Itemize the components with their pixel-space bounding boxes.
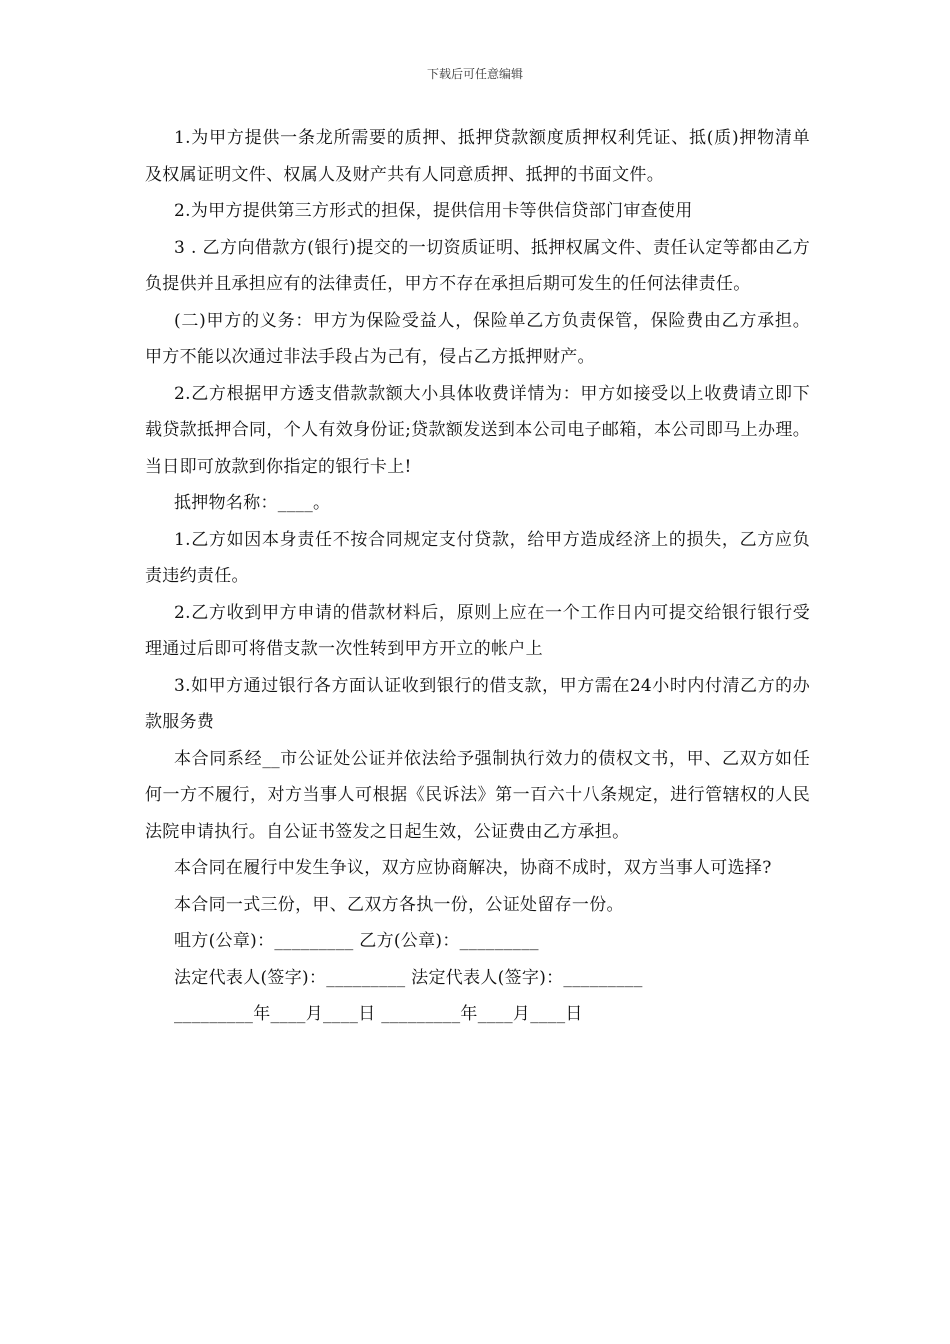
clause-service-fee: 3.如甲方通过银行各方面认证收到银行的借支款，甲方需在24小时内付清乙方的办款服务费 (145, 675, 810, 732)
collateral-name-line: 抵押物名称：____。 (174, 493, 331, 513)
clause-provide-pledge-documents: 1.为甲方提供一条龙所需要的质押、抵押贷款额度质押权利凭证、抵(质)押物清单及权属证明文件、权属人及财产共有人同意质押、抵押的书面文件。 (145, 128, 810, 185)
clause-notarization: 本合同系经__市公证处公证并依法给予强制执行效力的债权文书，甲、乙双方如任何一方不履行，对方当事人可根据《民诉法》第一百六十八条规定，进行管辖权的人民法院申请执行。自公证书签发之日起生效，公证费由乙方承担。 (145, 748, 810, 842)
clause-submit-to-bank: 2.乙方收到甲方申请的借款材料后，原则上应在一个工作日内可提交给银行银行受理通过后即可将借支款一次性转到甲方开立的帐户上 (145, 602, 810, 659)
contract-body (145, 120, 810, 1033)
signature-representative-line: 法定代表人(签字)：_________ 法定代表人(签字)：_________ (174, 967, 643, 988)
clause-party-a-obligations: (二)甲方的义务：甲方为保险受益人，保险单乙方负责保管，保险费由乙方承担。甲方不能以次通过非法手段占为己有，侵占乙方抵押财产。 (145, 310, 810, 367)
signature-date-line: _________年____月____日 _________年____月____日 (174, 1004, 583, 1024)
clause-fee-details: 2.乙方根据甲方透支借款款额大小具体收费详情为：甲方如接受以上收费请立即下载贷款抵押合同，个人有效身份证;贷款额发送到本公司电子邮箱，本公司即马上办理。当日即可放款到你指定的银行卡上! (145, 383, 810, 477)
clause-dispute-resolution: 本合同在履行中发生争议，双方应协商解决，协商不成时，双方当事人可选择? (174, 858, 772, 878)
clause-party-b-liability: 3 . 乙方向借款方(银行)提交的一切资质证明、抵押权属文件、责任认定等都由乙方负提供并且承担应有的法律责任，甲方不存在承担后期可发生的任何法律责任。 (145, 237, 810, 294)
signature-seal-line: 咀方(公章)：_________ 乙方(公章)：_________ (174, 931, 539, 951)
clause-third-party-guarantee: 2.为甲方提供第三方形式的担保，提供信用卡等供信贷部门审查使用 (174, 201, 693, 221)
clause-copies: 本合同一式三份，甲、乙双方各执一份，公证处留存一份。 (174, 894, 624, 915)
clause-breach-liability: 1.乙方如因本身责任不按合同规定支付贷款，给甲方造成经济上的损失，乙方应负责违约责任。 (145, 529, 810, 586)
page-header-note: 下载后可任意编辑 (426, 67, 523, 81)
